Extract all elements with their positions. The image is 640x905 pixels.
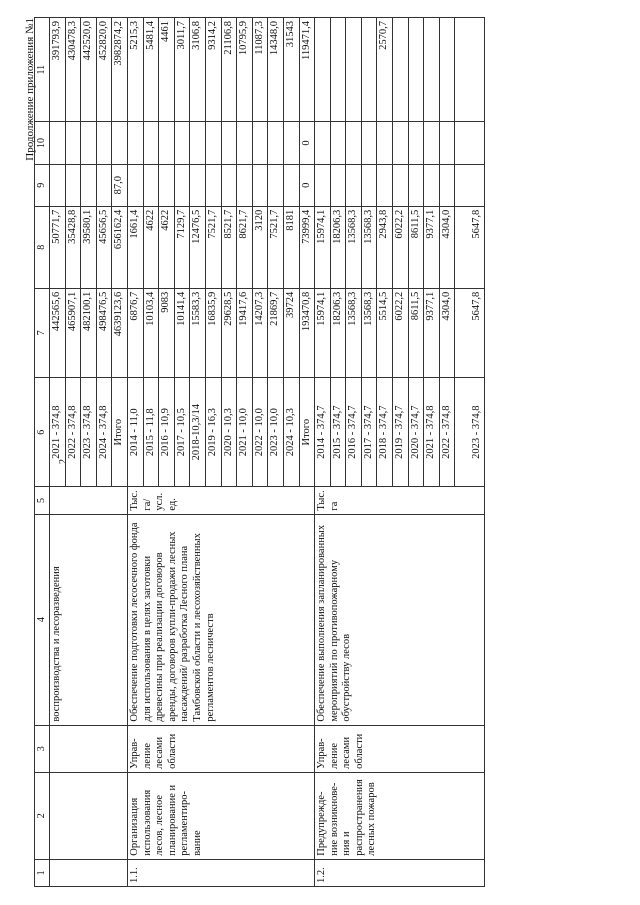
value-col7: 442565,6 xyxy=(50,288,66,377)
program-table xyxy=(34,17,485,887)
value-col11: 21106,8 xyxy=(221,18,237,122)
value-col9 xyxy=(221,164,237,206)
section-name xyxy=(50,772,128,859)
continuation-caption: Продолжение приложения №1 xyxy=(24,18,36,161)
column-number: 10 xyxy=(35,122,50,164)
period-value: 2016 - 374,7 xyxy=(346,378,362,487)
value-col8: 6022,2 xyxy=(393,206,409,288)
executor: Управ-ление лесами области xyxy=(127,725,314,772)
value-col8: 7521,7 xyxy=(205,206,221,288)
value-col9 xyxy=(361,164,377,206)
value-col11 xyxy=(346,18,362,122)
value-col8: 2943,8 xyxy=(377,206,393,288)
page-number: 2 xyxy=(58,459,69,464)
executor: Управ-ление лесами области xyxy=(315,725,485,772)
period-value: 2016 - 10,9 xyxy=(159,378,175,487)
value-col7: 29628,5 xyxy=(221,288,237,377)
value-col7: 10141,4 xyxy=(174,288,190,377)
period-value: 2021 - 374,8 xyxy=(424,378,440,487)
value-col7: 15583,3 xyxy=(190,288,206,377)
value-col9 xyxy=(424,164,440,206)
section-number: 1.1. xyxy=(127,859,314,886)
value-col7: 9377,1 xyxy=(424,288,440,377)
total-label: Итого xyxy=(299,378,315,487)
value-col10 xyxy=(315,122,331,164)
value-col10 xyxy=(330,122,346,164)
value-col10 xyxy=(377,122,393,164)
value-col10 xyxy=(81,122,97,164)
value-col10 xyxy=(159,122,175,164)
value-col7: 39724 xyxy=(283,288,299,377)
value-col10 xyxy=(112,122,128,164)
value-col10 xyxy=(237,122,253,164)
value-col9 xyxy=(50,164,66,206)
value-col10 xyxy=(455,122,485,164)
value-col7: 18206,3 xyxy=(330,288,346,377)
period-value: 2019 - 374,7 xyxy=(393,378,409,487)
value-col9 xyxy=(330,164,346,206)
value-col8: 8181 xyxy=(283,206,299,288)
value-col11 xyxy=(330,18,346,122)
value-col9 xyxy=(252,164,268,206)
value-col11 xyxy=(315,18,331,122)
value-col10 xyxy=(283,122,299,164)
value-col9: 0 xyxy=(299,164,315,206)
unit: Тыс. га/ усл. ед. xyxy=(127,487,314,514)
value-col11: 442520,0 xyxy=(81,18,97,122)
period-value: 2022 - 374,8 xyxy=(65,378,81,487)
value-col9 xyxy=(65,164,81,206)
table-body xyxy=(50,18,485,887)
value-col8: 8621,7 xyxy=(237,206,253,288)
column-number: 11 xyxy=(35,18,50,122)
value-col9 xyxy=(268,164,284,206)
value-col8: 13568,3 xyxy=(361,206,377,288)
unit xyxy=(50,487,128,514)
value-col8: 50771,7 xyxy=(50,206,66,288)
value-col10 xyxy=(268,122,284,164)
value-col9 xyxy=(439,164,455,206)
period-value: 2014 - 11,0 xyxy=(127,378,143,487)
value-col7: 13568,3 xyxy=(346,288,362,377)
measure-description: Обеспечение подготовки лесосечного фонда для использования в целях заготовки древесины при реализации договоров аренды, договоров купли-продажи лесных насаждений/ разработка Лесного плана Тамбовской области и лесохозяйственных регламентов лесничеств xyxy=(127,514,314,725)
value-col10 xyxy=(393,122,409,164)
period-value: 2020 - 10,3 xyxy=(221,378,237,487)
total-label: Итого xyxy=(112,378,128,487)
value-col9 xyxy=(408,164,424,206)
value-col7: 10103,4 xyxy=(143,288,159,377)
value-col11: 5481,4 xyxy=(143,18,159,122)
value-col8: 45656,5 xyxy=(96,206,112,288)
value-col11: 31543 xyxy=(283,18,299,122)
value-col9 xyxy=(190,164,206,206)
value-col10 xyxy=(96,122,112,164)
value-col9 xyxy=(377,164,393,206)
column-number: 7 xyxy=(35,288,50,377)
value-col9 xyxy=(283,164,299,206)
period-value: 2021 - 10,0 xyxy=(237,378,253,487)
value-col10 xyxy=(439,122,455,164)
value-col10 xyxy=(408,122,424,164)
value-col8: 4622 xyxy=(159,206,175,288)
period-value: 2018 - 374,7 xyxy=(377,378,393,487)
value-col7: 5514,5 xyxy=(377,288,393,377)
value-col11: 10795,9 xyxy=(237,18,253,122)
measure-description: Обеспечение выполнения запланированных мероприятий по противопожарному обустройству лесов xyxy=(315,514,485,725)
column-number: 4 xyxy=(35,514,50,725)
section-number xyxy=(50,859,128,886)
value-col10 xyxy=(361,122,377,164)
value-col10 xyxy=(346,122,362,164)
column-number: 8 xyxy=(35,206,50,288)
value-col8: 13568,3 xyxy=(346,206,362,288)
value-col11: 3106,8 xyxy=(190,18,206,122)
value-col7: 482100,1 xyxy=(81,288,97,377)
column-number: 5 xyxy=(35,487,50,514)
value-col7: 193470,8 xyxy=(299,288,315,377)
value-col10 xyxy=(221,122,237,164)
value-col11: 452820,0 xyxy=(96,18,112,122)
value-col10 xyxy=(50,122,66,164)
value-col8: 4622 xyxy=(143,206,159,288)
value-col11: 4461 xyxy=(159,18,175,122)
value-col8: 8611,5 xyxy=(408,206,424,288)
value-col11 xyxy=(361,18,377,122)
value-col9 xyxy=(237,164,253,206)
value-col8: 15974,1 xyxy=(315,206,331,288)
value-col9 xyxy=(159,164,175,206)
value-col11 xyxy=(455,18,485,122)
section-name: Предупрежде-ние возникнове-ния и распространения лесных пожаров xyxy=(315,772,485,859)
period-value: 2024 - 374,8 xyxy=(96,378,112,487)
value-col7: 9083 xyxy=(159,288,175,377)
value-col11: 9314,2 xyxy=(205,18,221,122)
value-col10 xyxy=(127,122,143,164)
value-col10 xyxy=(205,122,221,164)
value-col10 xyxy=(65,122,81,164)
value-col8: 7521,7 xyxy=(268,206,284,288)
column-number: 6 xyxy=(35,378,50,487)
value-col9 xyxy=(127,164,143,206)
value-col8: 1661,4 xyxy=(127,206,143,288)
value-col10 xyxy=(190,122,206,164)
value-col8: 73999,4 xyxy=(299,206,315,288)
section-name: Организация использования лесов, лесное планирование и регламентиро-вание xyxy=(127,772,314,859)
period-value: 2022 - 10,0 xyxy=(252,378,268,487)
period-value: 2015 - 11,8 xyxy=(143,378,159,487)
value-col7: 465907,1 xyxy=(65,288,81,377)
value-col7: 4304,0 xyxy=(439,288,455,377)
value-col10 xyxy=(143,122,159,164)
period-value: 2022 - 374,8 xyxy=(439,378,455,487)
value-col7: 6876,7 xyxy=(127,288,143,377)
value-col11: 391793,9 xyxy=(50,18,66,122)
value-col7: 5647,8 xyxy=(455,288,485,377)
value-col11: 3982874,2 xyxy=(112,18,128,122)
value-col8: 12476,5 xyxy=(190,206,206,288)
period-value: 2017 - 374,7 xyxy=(361,378,377,487)
period-value: 2023 - 374,8 xyxy=(455,378,485,487)
value-col8: 7129,7 xyxy=(174,206,190,288)
value-col8: 39580,1 xyxy=(81,206,97,288)
value-col11: 3011,7 xyxy=(174,18,190,122)
value-col8: 18206,3 xyxy=(330,206,346,288)
value-col9: 87,0 xyxy=(112,164,128,206)
value-col7: 6022,2 xyxy=(393,288,409,377)
value-col7: 15974,1 xyxy=(315,288,331,377)
value-col10 xyxy=(174,122,190,164)
value-col11: 2570,7 xyxy=(377,18,393,122)
value-col8: 656162,4 xyxy=(112,206,128,288)
value-col9 xyxy=(96,164,112,206)
value-col9 xyxy=(174,164,190,206)
period-value: 2023 - 10,0 xyxy=(268,378,284,487)
column-number: 1 xyxy=(35,859,50,886)
value-col11 xyxy=(393,18,409,122)
value-col7: 4639123,6 xyxy=(112,288,128,377)
period-value: 2017 - 10,5 xyxy=(174,378,190,487)
period-value: 2019 - 16,3 xyxy=(205,378,221,487)
value-col9 xyxy=(81,164,97,206)
value-col8: 5647,8 xyxy=(455,206,485,288)
value-col7: 498476,5 xyxy=(96,288,112,377)
period-value: 2018-10,3/14 xyxy=(190,378,206,487)
executor xyxy=(50,725,128,772)
value-col9 xyxy=(315,164,331,206)
column-number: 2 xyxy=(35,772,50,859)
unit: Тыс. га xyxy=(315,487,485,514)
column-number: 9 xyxy=(35,164,50,206)
table-row xyxy=(127,18,143,887)
period-value: 2021 - 374,8 xyxy=(50,378,66,487)
value-col7: 14207,3 xyxy=(252,288,268,377)
value-col11: 5215,3 xyxy=(127,18,143,122)
value-col10 xyxy=(252,122,268,164)
value-col9 xyxy=(346,164,362,206)
value-col11: 430478,3 xyxy=(65,18,81,122)
table-row xyxy=(50,18,66,887)
value-col9 xyxy=(143,164,159,206)
value-col8: 35428,8 xyxy=(65,206,81,288)
period-value: 2023 - 374,8 xyxy=(81,378,97,487)
value-col9 xyxy=(393,164,409,206)
value-col11 xyxy=(424,18,440,122)
table-row xyxy=(315,18,331,887)
value-col11: 119471,4 xyxy=(299,18,315,122)
value-col7: 13568,3 xyxy=(361,288,377,377)
value-col7: 19417,6 xyxy=(237,288,253,377)
period-value: 2014 - 374,7 xyxy=(315,378,331,487)
value-col11: 11087,3 xyxy=(252,18,268,122)
value-col9 xyxy=(455,164,485,206)
value-col7: 8611,5 xyxy=(408,288,424,377)
column-number-row xyxy=(35,18,50,887)
value-col11 xyxy=(408,18,424,122)
period-value: 2024 - 10,3 xyxy=(283,378,299,487)
value-col9 xyxy=(205,164,221,206)
period-value: 2020 - 374,7 xyxy=(408,378,424,487)
measure-description: воспроизводства и лесоразведения xyxy=(50,514,128,725)
period-value: 2015 - 374,7 xyxy=(330,378,346,487)
section-number: 1.2. xyxy=(315,859,485,886)
value-col7: 16835,9 xyxy=(205,288,221,377)
value-col7: 21869,7 xyxy=(268,288,284,377)
value-col8: 9377,1 xyxy=(424,206,440,288)
value-col10 xyxy=(424,122,440,164)
value-col11: 14348,0 xyxy=(268,18,284,122)
value-col11 xyxy=(439,18,455,122)
value-col10: 0 xyxy=(299,122,315,164)
column-number: 3 xyxy=(35,725,50,772)
value-col8: 4304,0 xyxy=(439,206,455,288)
value-col8: 3120 xyxy=(252,206,268,288)
value-col8: 8521,7 xyxy=(221,206,237,288)
